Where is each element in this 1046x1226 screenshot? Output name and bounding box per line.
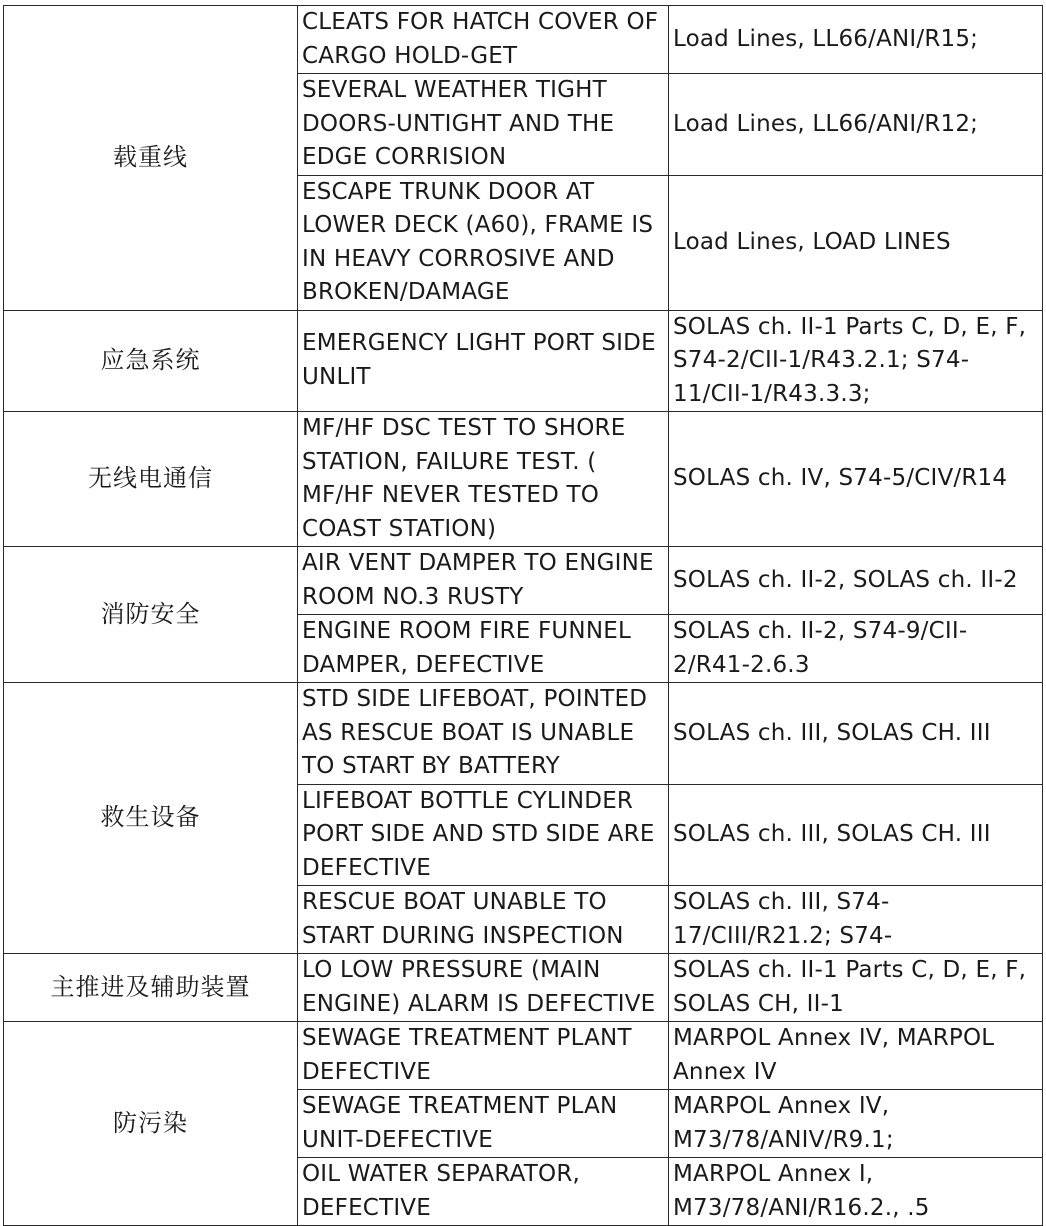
reference-cell: Load Lines, LL66/ANI/R15; <box>669 6 1043 74</box>
reference-cell: SOLAS ch. II-1 Parts C, D, E, F, SOLAS CH, II-1 <box>669 954 1043 1022</box>
category-cell: 主推进及辅助装置 <box>4 954 298 1022</box>
deficiency-cell: EMERGENCY LIGHT PORT SIDE UNLIT <box>298 310 669 412</box>
reference-cell: SOLAS ch. III, SOLAS CH. III <box>669 683 1043 785</box>
reference-cell: SOLAS ch. III, SOLAS CH. III <box>669 784 1043 886</box>
reference-cell: SOLAS ch. II-1 Parts C, D, E, F, S74-2/CII-1/R43.2.1; S74-11/CII-1/R43.3.3; <box>669 310 1043 412</box>
table-row <box>4 412 1043 547</box>
reference-cell: SOLAS ch. III, S74-17/CIII/R21.2; S74- <box>669 886 1043 954</box>
reference-cell: MARPOL Annex I, M73/78/ANI/R16.2., .5 <box>669 1158 1043 1226</box>
deficiency-cell: SEWAGE TREATMENT PLANT DEFECTIVE <box>298 1022 669 1090</box>
category-cell: 应急系统 <box>4 310 298 412</box>
deficiency-cell: CLEATS FOR HATCH COVER OF CARGO HOLD-GET <box>298 6 669 74</box>
reference-cell: MARPOL Annex IV, M73/78/ANIV/R9.1; <box>669 1090 1043 1158</box>
category-cell: 无线电通信 <box>4 412 298 547</box>
table-row <box>4 1022 1043 1090</box>
deficiency-cell: AIR VENT DAMPER TO ENGINE ROOM NO.3 RUSTY <box>298 547 669 615</box>
reference-cell: SOLAS ch. IV, S74-5/CIV/R14 <box>669 412 1043 547</box>
deficiency-cell: LO LOW PRESSURE (MAIN ENGINE) ALARM IS DEFECTIVE <box>298 954 669 1022</box>
reference-cell: Load Lines, LL66/ANI/R12; <box>669 74 1043 176</box>
category-cell: 消防安全 <box>4 547 298 683</box>
deficiency-cell: RESCUE BOAT UNABLE TO START DURING INSPECTION <box>298 886 669 954</box>
deficiency-cell: SEVERAL WEATHER TIGHT DOORS-UNTIGHT AND THE EDGE CORRISION <box>298 74 669 176</box>
reference-cell: MARPOL Annex IV, MARPOL Annex IV <box>669 1022 1043 1090</box>
reference-cell: Load Lines, LOAD LINES <box>669 175 1043 310</box>
deficiency-cell: SEWAGE TREATMENT PLAN UNIT-DEFECTIVE <box>298 1090 669 1158</box>
deficiency-cell: STD SIDE LIFEBOAT, POINTED AS RESCUE BOAT IS UNABLE TO START BY BATTERY <box>298 683 669 785</box>
deficiency-cell: ENGINE ROOM FIRE FUNNEL DAMPER, DEFECTIVE <box>298 615 669 683</box>
category-cell: 救生设备 <box>4 683 298 954</box>
deficiency-cell: LIFEBOAT BOTTLE CYLINDER PORT SIDE AND STD SIDE ARE DEFECTIVE <box>298 784 669 886</box>
table-row <box>4 310 1043 412</box>
deficiency-cell: OIL WATER SEPARATOR, DEFECTIVE <box>298 1158 669 1226</box>
table-row <box>4 547 1043 615</box>
table-row <box>4 954 1043 1022</box>
deficiency-cell: MF/HF DSC TEST TO SHORE STATION, FAILURE TEST. ( MF/HF NEVER TESTED TO COAST STATION) <box>298 412 669 547</box>
category-cell: 防污染 <box>4 1022 298 1226</box>
table-row <box>4 6 1043 74</box>
reference-cell: SOLAS ch. II-2, SOLAS ch. II-2 <box>669 547 1043 615</box>
table-row <box>4 683 1043 785</box>
deficiency-cell: ESCAPE TRUNK DOOR AT LOWER DECK (A60), FRAME IS IN HEAVY CORROSIVE AND BROKEN/DAMAGE <box>298 175 669 310</box>
deficiency-table <box>3 5 1043 1226</box>
category-cell: 载重线 <box>4 6 298 311</box>
reference-cell: SOLAS ch. II-2, S74-9/CII-2/R41-2.6.3 <box>669 615 1043 683</box>
